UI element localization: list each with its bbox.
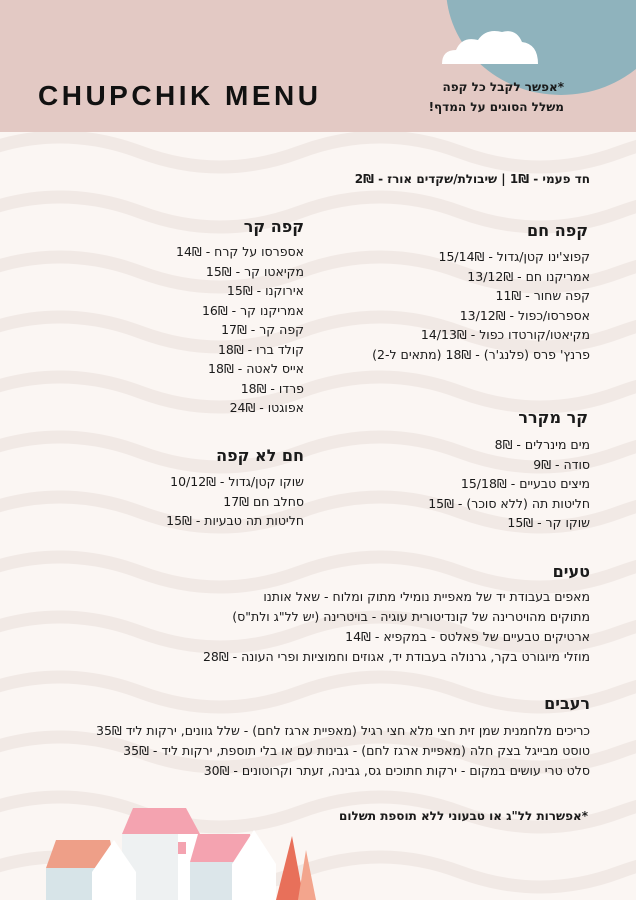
menu-item: מוזלי מיוגורט בקר, גרנולה בעבודת יד, אגוזים וחמוציות ופרי העונה - 28₪ <box>202 649 590 664</box>
menu-item: אמריקנו חם - 13/12₪ <box>467 268 590 284</box>
cold-coffee-list <box>176 242 304 418</box>
menu-item: אספרסו/כפול - 13/12₪ <box>459 307 590 323</box>
section-title-sweets: טעים <box>552 562 590 581</box>
menu-item: אפוגטו - 24₪ <box>229 400 304 415</box>
cold-drinks-list <box>428 435 590 533</box>
page-title: CHUPCHIK MENU <box>38 80 322 111</box>
menu-item: קפה קר - 17₪ <box>221 322 304 337</box>
menu-item: טוסט מבייגל בצק חלה (מאפיית ארגז לחם) - גבינות עם או בלי תוספת, ירקות ליד - 35₪ <box>123 743 590 758</box>
section-title-cold-coffee: קפה קר <box>243 217 304 236</box>
menu-item: חליטות תה (ללא סוכר) - 15₪ <box>428 495 590 511</box>
menu-item: אמריקנו קר - 16₪ <box>201 302 304 318</box>
menu-item: קפוצ'ינו קטן/גדול - 15/14₪ <box>438 249 590 264</box>
menu-item: אייס לאטה - 18₪ <box>208 361 304 376</box>
menu-item: פרדו - 18₪ <box>240 380 304 396</box>
hot-coffee-list <box>372 247 590 364</box>
section-title-cold-drinks: קר מקרר <box>518 408 588 427</box>
menu-item: מתוקים מהויטרינה של קונדיטורית עוגיה - בויטרינה (יש לל"ג ולת"ס) <box>232 609 590 624</box>
header-note-line: *אפשר לקבל כל קפה <box>442 80 564 94</box>
dietary-note: *אפשרות לל"ג או טבעוני ללא תוספת תשלום <box>339 809 588 823</box>
menu-item: מיצים טבעיים - 15/18₪ <box>460 476 590 491</box>
section-title-hungry: רעבים <box>544 694 590 713</box>
menu-item: פרנץ' פרס (פלנג'ר) - 18₪ (מתאים ל-2) <box>372 346 590 362</box>
menu-item: מאפים בעבודת יד של מאפיית נומילי מתוק ומלוח - שאל אותנו <box>263 589 590 604</box>
menu-item: סודה - 9₪ <box>533 456 590 472</box>
menu-item: אספרסו על קרח - 14₪ <box>176 244 304 259</box>
menu-item: סחלב חם 17₪ <box>223 493 304 509</box>
section-title-hot-no-coffee: חם לא קפה <box>216 446 304 465</box>
menu-item: מקיאטו/קורטדו כפול - 14/13₪ <box>420 327 590 342</box>
header-note-line: משלל הסוגים על המדף! <box>428 100 564 114</box>
menu-item: ארטיקים טבעיים של פאלטס - במקפיא - 14₪ <box>345 629 590 644</box>
menu-item: אירוקנו - 15₪ <box>226 283 304 298</box>
hot-no-coffee-list <box>166 472 304 531</box>
menu-item: מקיאטו קר - 15₪ <box>205 263 304 279</box>
section-title-hot-coffee: קפה חם <box>527 221 588 240</box>
hungry-list <box>96 721 590 781</box>
menu-item: קולד ברו - 18₪ <box>217 341 304 357</box>
menu-item: שוקו קר - 15₪ <box>507 515 590 530</box>
sweets-list <box>203 587 590 667</box>
menu-item: קפה שחור - 11₪ <box>495 288 590 303</box>
menu-item: חליטות תה טבעיות - 15₪ <box>166 513 304 528</box>
houses-illustration <box>0 800 340 900</box>
menu-item: מים מינרלים - 8₪ <box>494 437 590 452</box>
menu-item: שוקו קטן/גדול - 10/12₪ <box>170 474 304 489</box>
menu-item: סלט טרי עושים במקום - ירקות חתוכים גס, גבינה, זעתר וקרוטונים - 30₪ <box>203 763 590 778</box>
price-extras-line: חד פעמי - 1₪ | שיבולת/שקדים אורז - 2₪ <box>354 172 590 186</box>
menu-item: כריכים מלחמנית שמן זית חצי מלא חצי רגיל (מאפיית ארגז לחם) - שלל גוונים, ירקות ליד 35₪ <box>96 723 590 738</box>
